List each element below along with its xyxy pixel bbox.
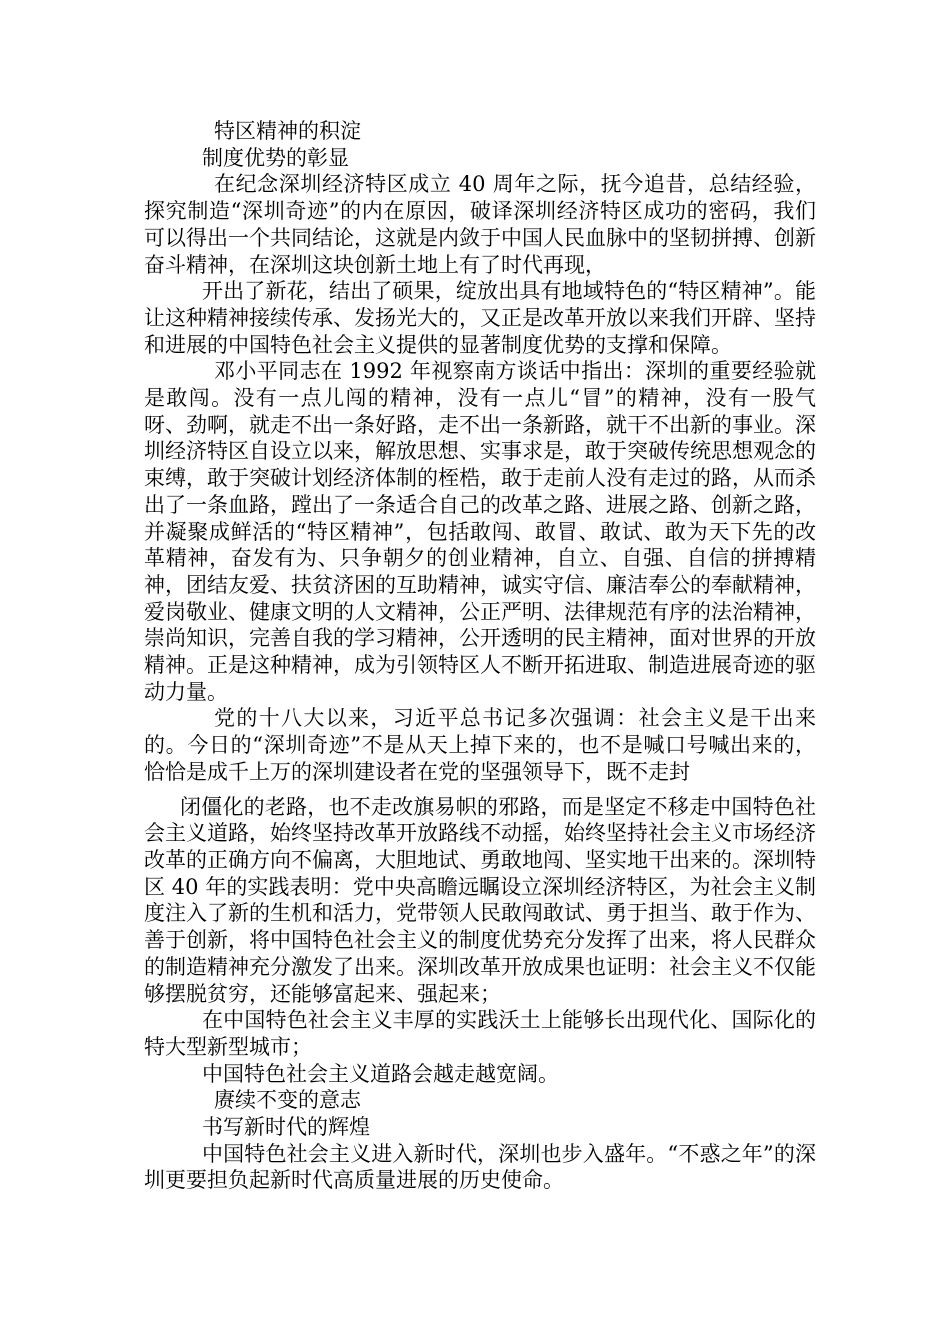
document-body [144, 118, 816, 1194]
paragraph-8: 中国特色社会主义进入新时代，深圳也步入盛年。“不惑之年”的深圳更要担负起新时代高质量进展的历史使命。 [144, 1141, 816, 1193]
heading-accumulation: 特区精神的积淀 [214, 119, 361, 143]
paragraph-2: 开出了新花，结出了硕果，绽放出具有地域特色的“特区精神”。能让这种精神接续传承、发扬光大的，又正是改革开放以来我们开辟、坚持和进展的中国特色社会主义提供的显著制度优势的支撑和保障。 [144, 279, 816, 357]
paragraph-3: 邓小平同志在 1992 年视察南方谈话中指出：深圳的重要经验就是敢闯。没有一点儿闯的精神，没有一点儿“冒”的精神，没有一股气呀、劲啊，就走不出一条好路，走不出一条新路，就干不出新的事业。深圳经济特区自设立以来，解放思想、实事求是，敢于突破传统思想观念的束缚，敢于突破计划经济体制的桎梏，敢于走前人没有走过的路，从而杀出了一条血路，蹚出了一条适合自己的改革之路、进展之路、创新之路，并凝聚成鲜活的“特区精神”，包括敢闯、敢冒、敢试、敢为天下先的改革精神，奋发有为、只争朝夕的创业精神，自立、自强、自信的拼搏精神，团结友爱、扶贫济困的互助精神，诚实守信、廉洁奉公的奉献精神，爱岗敬业、健康文明的人文精神，公正严明、法律规范有序的法治精神，崇尚知识，完善自我的学习精神，公开透明的民主精神，面对世界的开放精神。正是这种精神，成为引领特区人不断开拓进取、制造进展奇迹的驱动力量。 [144, 359, 816, 704]
paragraph-4: 党的十八大以来，习近平总书记多次强调：社会主义是干出来的。今日的“深圳奇迹”不是从天上掉下来的，也不是喊口号喊出来的，恰恰是成千上万的深圳建设者在党的坚强领导下，既不走封 [144, 706, 816, 784]
heading-continuing-will: 赓续不变的意志 [214, 1088, 361, 1113]
paragraph-7: 中国特色社会主义道路会越走越宽阔。 [202, 1061, 559, 1086]
paragraph-1: 在纪念深圳经济特区成立 40 周年之际，抚今追昔，总结经验，探究制造“深圳奇迹”的内在原因，破译深圳经济特区成功的密码，我们可以得出一个共同结论，这就是内敛于中国人民血脉中的坚韧拼搏、创新奋斗精神，在深圳这块创新土地上有了时代再现， [144, 172, 816, 277]
paragraph-5: 闭僵化的老路，也不走改旗易帜的邪路，而是坚定不移走中国特色社会主义道路，始终坚持改革开放路线不动摇，始终坚持社会主义市场经济改革的正确方向不偏离，大胆地试、勇敢地闯、坚实地干出来的。深圳特区 40 年的实践表明：党中央高瞻远瞩设立深圳经济特区，为社会主义制度注入了新的生机和活力，党带领人民敢闯敢试、勇于担当、敢于作为、善于创新，将中国特色社会主义的制度优势充分发挥了出来，将人民群众的制造精神充分激发了出来。深圳改革开放成果也证明：社会主义不仅能够摆脱贫穷，还能够富起来、强起来； [144, 794, 816, 1006]
heading-institutional-advantage: 制度优势的彰显 [202, 145, 349, 170]
paragraph-6: 在中国特色社会主义丰厚的实践沃土上能够长出现代化、国际化的特大型新型城市； [144, 1008, 816, 1059]
heading-new-era-glory: 书写新时代的辉煌 [202, 1115, 370, 1140]
